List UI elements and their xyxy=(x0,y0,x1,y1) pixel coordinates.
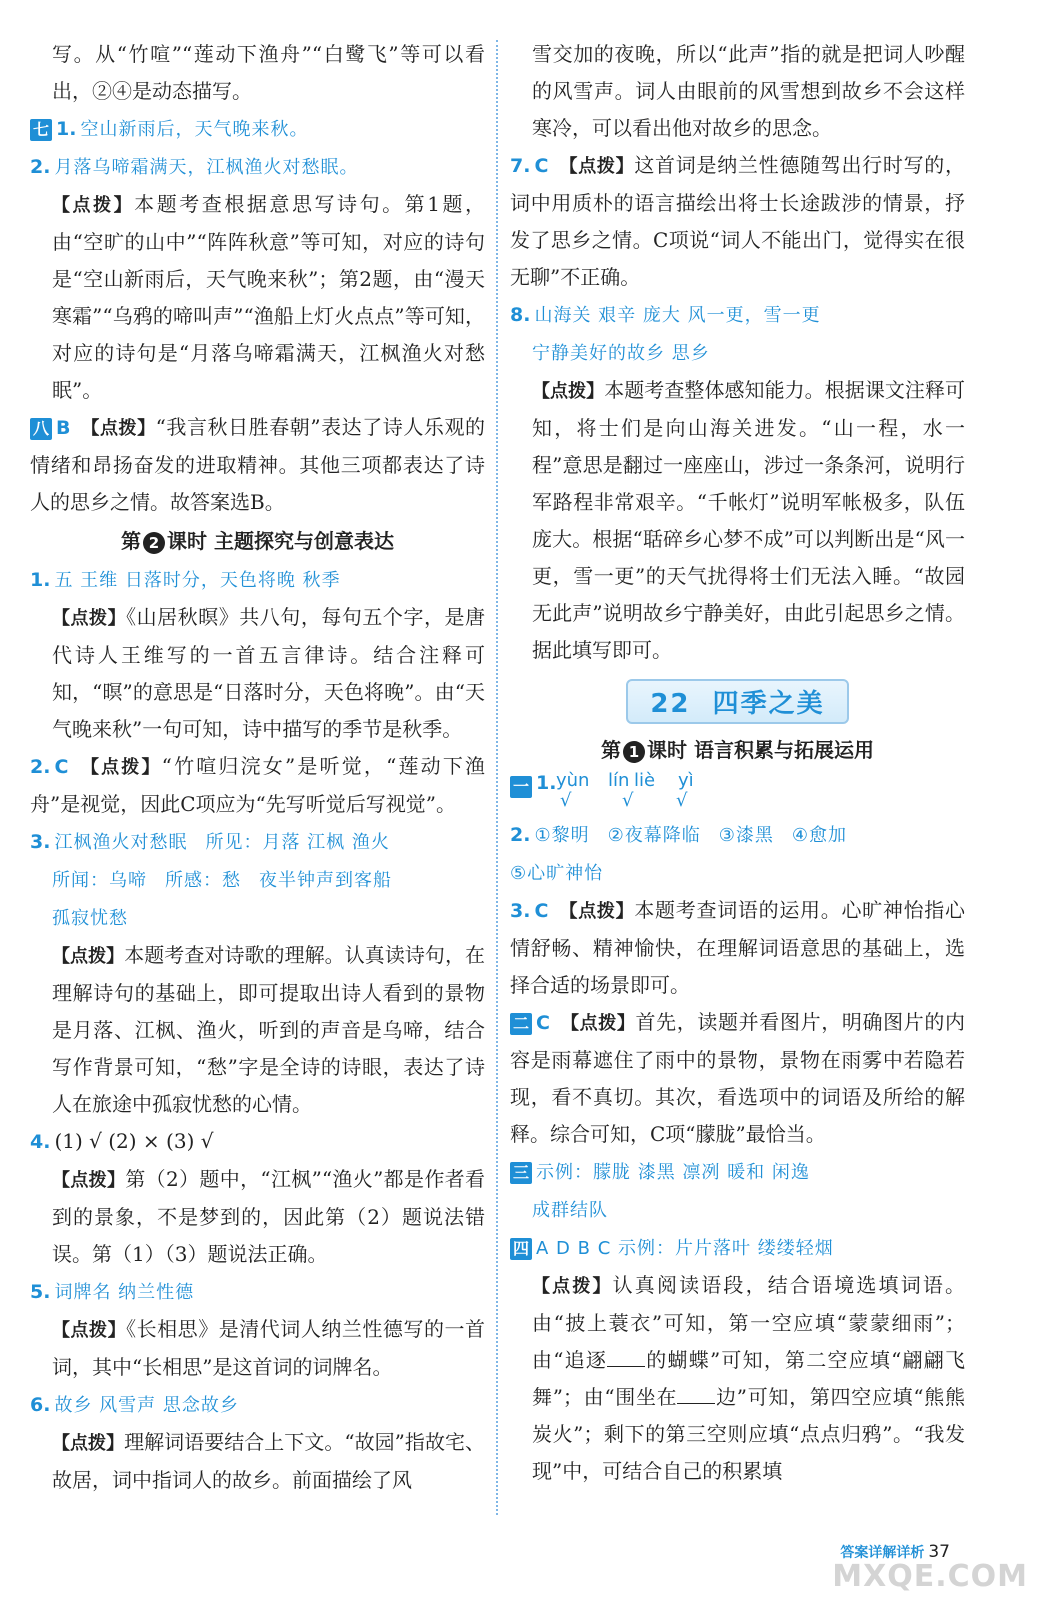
left-column xyxy=(30,36,485,1499)
q4: 4. (1) √ (2) × (3) √ xyxy=(30,1129,214,1153)
section-3: 三 示例：朦胧 漆黑 凛冽 暖和 闲逸 xyxy=(510,1153,965,1191)
lesson-heading-2: 第 2 课时 主题探究与创意表达 xyxy=(121,529,394,553)
lesson-title xyxy=(510,679,965,724)
answer: 月落乌啼霜满天，江枫渔火对愁眠。 xyxy=(54,157,359,178)
section-marker: 七 xyxy=(30,119,52,141)
tip-paragraph: 【点拨】《山居秋暝》共八句，每句五个字，是唐代诗人王维写的一首五言律诗。结合注释可知，“暝”的意思是“日落时分，天色将晚”。由“天气晚来秋”一句可知，诗中描写的季节是秋季。 xyxy=(52,605,486,741)
section-marker: 一 xyxy=(510,776,532,798)
section-2: 二 C 【点拨】首先，读题并看图片，明确图片的内容是雨幕遮住了雨中的景物，景物在雨雾中若隐若现，看不真切。其次，看选项中的词语及所给的解释。综合可知，C项“朦胧”最恰当。 xyxy=(510,1010,966,1146)
fill-blank xyxy=(677,1385,715,1404)
section-7-q2: 2. 月落乌啼霜满天，江枫渔火对愁眠。 xyxy=(30,156,359,178)
lesson-heading-1: 第 1 课时 语言积累与拓展运用 xyxy=(601,738,874,762)
q1: 1. 五 王维 日落时分，天色将晚 秋季 xyxy=(30,569,341,591)
section-marker: 三 xyxy=(510,1162,532,1184)
lesson-badge: 22 四季之美 xyxy=(626,679,848,724)
tip-paragraph: 【点拨】本题考查对诗歌的理解。认真读诗句，在理解诗句的基础上，即可提取出诗人看到的景物是月落、江枫、渔火，听到的声音是乌啼，结合写作背景可知，“愁”字是全诗的诗眼，表达了诗人在旅途中孤寂忧愁的心情。 xyxy=(52,943,486,1116)
section-marker: 八 xyxy=(30,418,52,440)
footer-label: 答案详解详析 xyxy=(840,1545,925,1561)
section-3-cont: 成群结队 xyxy=(532,1200,608,1221)
tip-paragraph: 【点拨】《长相思》是清代词人纳兰性德写的一首词，其中“长相思”是这首词的词牌名。 xyxy=(52,1317,486,1379)
pinyin: yì xyxy=(678,770,694,791)
q5: 5. 词牌名 纳兰性德 xyxy=(30,1281,195,1303)
tip-paragraph: 【点拨】第（2）题中，“江枫”“渔火”都是作者看到的景象，不是梦到的，因此第（2）题说法错误。第（1）（3）题说法正确。 xyxy=(52,1167,486,1266)
q3-answers-2: 孤寂忧愁 xyxy=(52,908,128,929)
watermark: MXQE.COM xyxy=(832,1559,1028,1594)
pinyin: yùn xyxy=(556,770,590,791)
s1-q2-cont: ⑤心旷神怡 xyxy=(510,863,604,884)
check-icon: √ xyxy=(676,790,688,811)
section-7-q1: 七 1. 空山新雨后，天气晚来秋。 xyxy=(30,110,485,148)
column-divider xyxy=(496,40,498,1515)
q7: 7. C 【点拨】这首词是纳兰性德随驾出行时写的，词中用质朴的语言描绘出将士长途跋涉的情景，抒发了思乡之情。C项说“词人不能出门，觉得实在很无聊”不正确。 xyxy=(510,153,966,289)
section-marker: 二 xyxy=(510,1013,532,1035)
pinyin: liè xyxy=(634,770,656,791)
continuation-text: 写。从“竹喧”“莲动下渔舟”“白鹭飞”等可以看出，②④是动态描写。 xyxy=(52,42,485,103)
tip-paragraph: 【点拨】本题考查整体感知能力。根据课文注释可知，将士们是向山海关进发。“山一程，水一程”意思是翻过一座座山，涉过一条条河，说明行军路程非常艰辛。“千帐灯”说明军帐极多，队伍庞大。根据“聒碎乡心梦不成”可以判断出是“风一更，雪一更”的天气扰得将士们无法入睡。“故园无此声”说明故乡宁静美好，由此引起思乡之情。据此填写即可。 xyxy=(532,378,966,662)
right-column xyxy=(510,36,965,1490)
q3: 3. 江枫渔火对愁眠 所见：月落 江枫 渔火 xyxy=(30,831,390,853)
pinyin: lín xyxy=(608,770,630,791)
check-icon: √ xyxy=(622,790,634,811)
check-icon: √ xyxy=(560,790,572,811)
section-8: 八 B 【点拨】“我言秋日胜春朝”表达了诗人乐观的情绪和昂扬奋发的进取精神。其他三项都表达了诗人的思乡之情。故答案选B。 xyxy=(30,415,486,514)
q3-answers: 所闻：乌啼 所感：愁 夜半钟声到客船 xyxy=(52,870,392,891)
fill-blank xyxy=(607,1348,645,1367)
q8-answers-2: 宁静美好的故乡 思乡 xyxy=(532,343,710,364)
continuation-text: 雪交加的夜晚，所以“此声”指的就是把词人吵醒的风雪声。词人由眼前的风雪想到故乡不会这样寒冷，可以看出他对故乡的思念。 xyxy=(532,42,965,140)
tip-paragraph: 【点拨】认真阅读语段，结合语境选填词语。由“披上蓑衣”可知，第一空应填“蒙蒙细雨”；由“追逐 的蝴蝶”可知，第二空应填“翩翩飞舞”；由“围坐在 边”可知，第四空应填“熊熊炭火”；剩下的第三空则应填“点点归鸦”。“我发现”中，可结合自己的积累填 xyxy=(532,1273,966,1483)
section-marker: 四 xyxy=(510,1238,532,1260)
q2: 2. C 【点拨】“竹喧归浣女”是听觉，“莲动下渔舟”是视觉，因此C项应为“先写听觉后写视觉”。 xyxy=(30,754,486,816)
s1-q2: 2. ①黎明 ②夜幕降临 ③漆黑 ④愈加 xyxy=(510,824,848,846)
answer: 空山新雨后，天气晚来秋。 xyxy=(80,119,309,140)
tip-paragraph: 【点拨】理解词语要结合上下文。“故园”指故宅、故居，词中指词人的故乡。前面描绘了风 xyxy=(52,1430,486,1492)
section-4: 四 A D B C 示例：片片落叶 缕缕轻烟 xyxy=(510,1229,965,1267)
page-number: 37 xyxy=(928,1542,950,1562)
q6: 6. 故乡 风雪声 思念故乡 xyxy=(30,1394,239,1416)
q8: 8. 山海关 艰辛 庞大 风一更，雪一更 xyxy=(510,304,821,326)
s1-q3: 3. C 【点拨】本题考查词语的运用。心旷神怡指心情舒畅、精神愉快，在理解词语意思的基础上，选择合适的场景即可。 xyxy=(510,898,966,997)
pinyin-answers: 一 1. yùn lín liè yì √ √ √ xyxy=(510,770,965,816)
tip-paragraph: 【点拨】本题考查根据意思写诗句。第1题，由“空旷的山中”“阵阵秋意”等可知，对应的诗句是“空山新雨后，天气晚来秋”；第2题，由“漫天寒霜”“乌鸦的啼叫声”“渔船上灯火点点”等可知，对应的诗句是“月落乌啼霜满天，江枫渔火对愁眠”。 xyxy=(52,192,486,402)
